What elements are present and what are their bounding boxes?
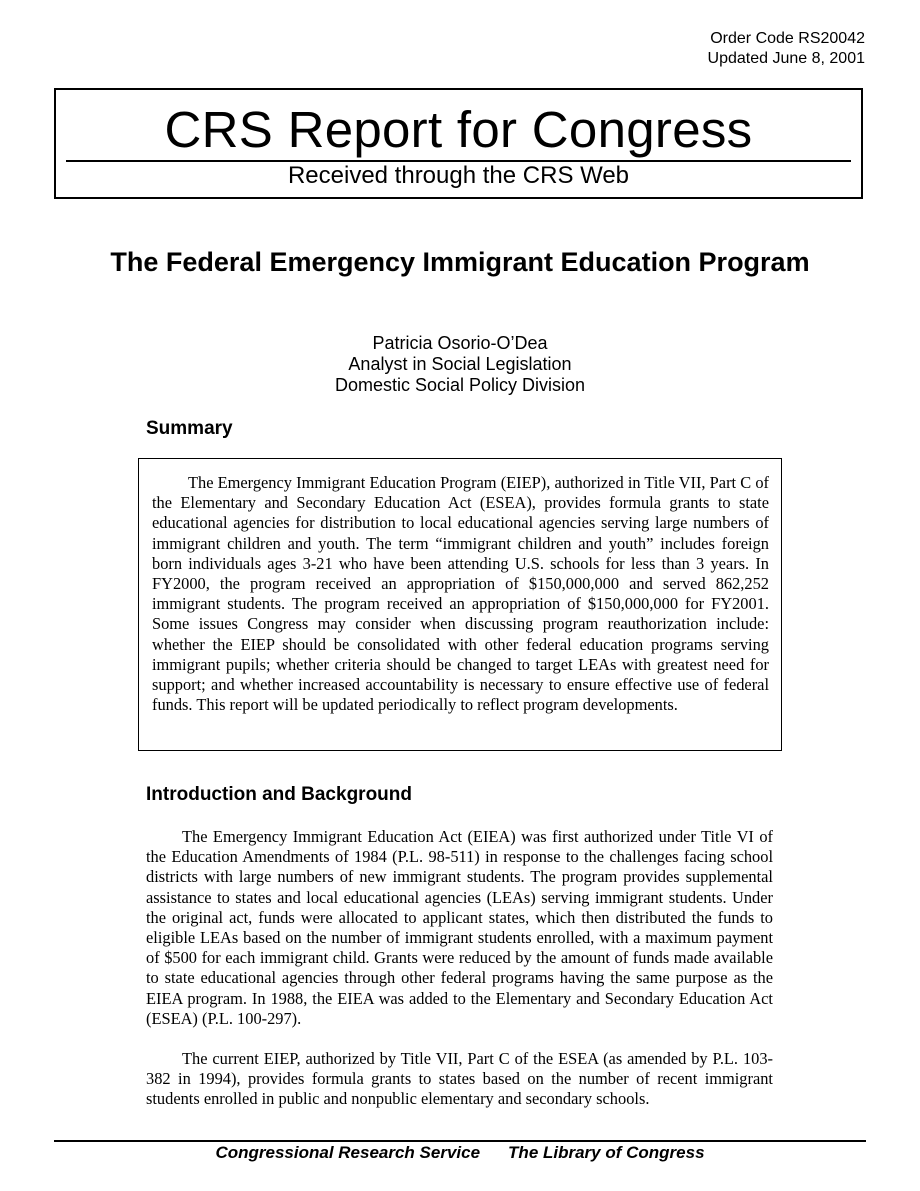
masthead-title: CRS Report for Congress <box>164 101 753 158</box>
updated-date: Updated June 8, 2001 <box>707 50 865 67</box>
masthead-box <box>54 88 863 199</box>
summary-heading: Summary <box>146 418 233 439</box>
footer-loc: The Library of Congress <box>508 1143 705 1162</box>
intro-paragraph-2: The current EIEP, authorized by Title VII, Part C of the ESEA (as amended by P.L. 103-382 in 1994), provides formula grants to states based on the number of recent immigrant students enrolled in public and nonpublic elementary and secondary schools. <box>146 1049 773 1109</box>
footer-crs: Congressional Research Service <box>215 1143 481 1162</box>
summary-box <box>138 458 782 751</box>
footer-rule <box>54 1140 866 1142</box>
author-name: Patricia Osorio-O’Dea <box>372 333 548 353</box>
document-title: The Federal Emergency Immigrant Education Program <box>110 247 810 277</box>
author-division: Domestic Social Policy Division <box>334 375 586 395</box>
footer <box>0 1143 920 1163</box>
intro-heading: Introduction and Background <box>146 784 412 805</box>
intro-paragraph-1: The Emergency Immigrant Education Act (EIEA) was first authorized under Title VI of the Education Amendments of 1984 (P.L. 98-511) in response to the challenges facing school districts with large numbers of new immigrant students. The program provides supplemental assistance to states and local educational agencies (LEAs) serving immigrant students. Under the original act, funds were allocated to applicant states, which then distributed the funds to eligible LEAs based on the number of immigrant students enrolled, with a maximum payment of $500 for each immigrant child. Grants were reduced by the amount of funds made available to state educational agencies through other federal programs having the same purpose as the EIEA program. In 1988, the EIEA was added to the Elementary and Secondary Education Act (ESEA) (P.L. 100-297). <box>146 827 773 1028</box>
report-identifiers <box>708 29 865 69</box>
summary-text: The Emergency Immigrant Education Program (EIEP), authorized in Title VII, Part C of the Elementary and Secondary Education Act (ESEA), provides formula grants to state educational agencies for distribution to local educational agencies serving large numbers of immigrant children and youth. The term “immigrant children and youth” includes foreign born individuals ages 3-21 who have been attending U.S. schools for less than 3 years. In FY2000, the program received an appropriation of $150,000,000 and served 862,252 immigrant students. The program received an appropriation of $150,000,000 for FY2001. Some issues Congress may consider when discussing program reauthorization include: whether the EIEP should be consolidated with other federal education programs serving immigrant pupils; whether criteria should be changed to target LEAs with greatest need for support; and whether increased accountability is necessary to ensure effective use of federal funds. This report will be updated periodically to reflect program developments. <box>152 473 769 715</box>
author-title: Analyst in Social Legislation <box>348 354 572 374</box>
masthead-subtitle: Received through the CRS Web <box>287 162 630 189</box>
author-block <box>0 333 920 396</box>
order-code: Order Code RS20042 <box>710 30 865 47</box>
